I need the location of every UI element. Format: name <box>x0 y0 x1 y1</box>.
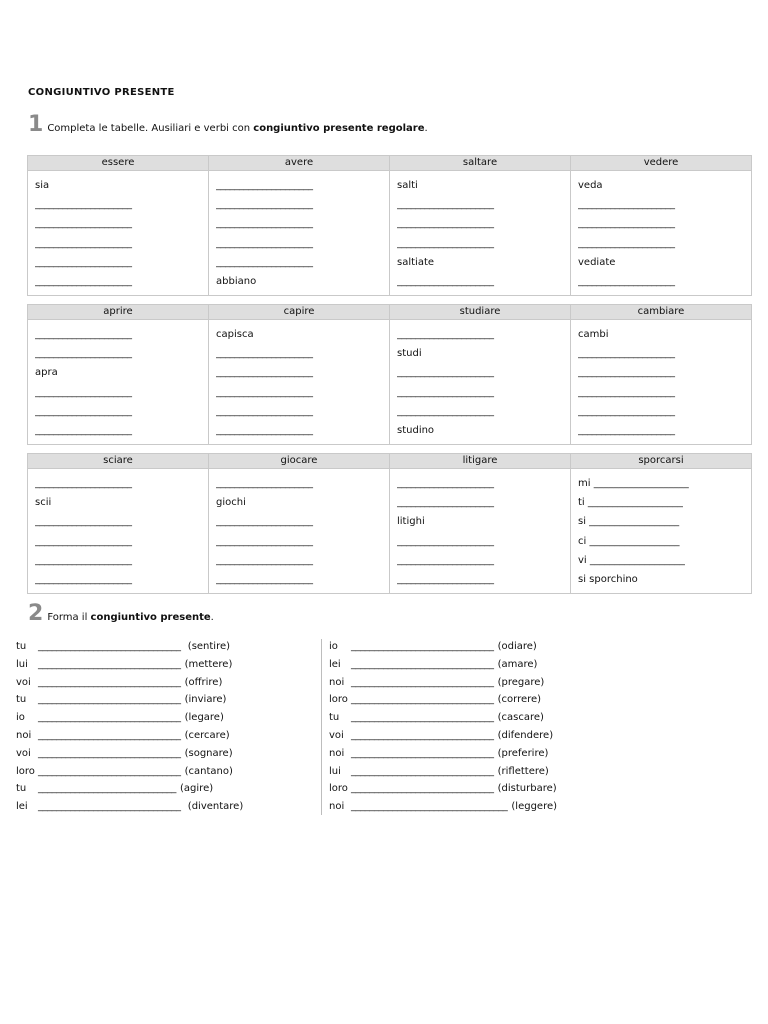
answer-blank[interactable]: _______________________________ <box>351 694 494 706</box>
conjugated-form: ci __________________ <box>578 535 680 547</box>
answer-blank[interactable]: _______________________________ <box>351 641 494 652</box>
infinitive-hint: (preferire) <box>497 747 549 759</box>
infinitive-hint: (sentire) <box>184 641 231 652</box>
answer-blank[interactable]: _______________________________ <box>351 658 494 670</box>
infinitive-hint: (inviare) <box>184 694 227 706</box>
page-title: CONGIUNTIVO PRESENTE <box>28 87 175 98</box>
exercise-row <box>329 745 557 763</box>
pronoun: voi <box>329 729 344 741</box>
answer-blank[interactable]: _____________________ <box>578 348 675 360</box>
answer-blank[interactable]: _____________________ <box>216 573 313 585</box>
infinitive-hint: (difendere) <box>497 729 554 741</box>
answer-blank[interactable]: _____________________ <box>216 405 313 417</box>
infinitive-hint: (riflettere) <box>497 765 549 777</box>
answer-blank[interactable]: _______________________________ <box>38 676 181 688</box>
answer-blank[interactable]: _______________________________ <box>351 765 494 777</box>
verb-header: studiare <box>390 305 570 320</box>
infinitive-hint: (odiare) <box>497 641 537 652</box>
verb-header: giocare <box>209 454 389 469</box>
answer-blank[interactable]: _____________________ <box>397 554 494 566</box>
answer-blank[interactable]: _____________________ <box>397 386 494 398</box>
verb-table-2 <box>27 304 752 445</box>
verb-column <box>28 454 209 593</box>
answer-blank[interactable]: _____________________ <box>216 256 313 268</box>
pronoun: lei <box>16 801 28 813</box>
answer-blank[interactable]: __________________________________ <box>351 801 508 813</box>
answer-blank[interactable]: _______________________________ <box>38 729 181 741</box>
exercise-row <box>16 798 243 816</box>
answer-blank[interactable]: _____________________ <box>578 218 675 230</box>
pronoun: loro <box>329 694 348 706</box>
pronoun: loro <box>329 783 348 795</box>
conjugated-form: abbiano <box>216 275 257 287</box>
exercise-row <box>16 709 243 727</box>
answer-blank[interactable]: _____________________ <box>35 573 132 585</box>
answer-blank[interactable]: _____________________ <box>397 199 494 211</box>
pronoun: io <box>16 712 25 724</box>
exercise-2-number: 2 <box>28 601 44 626</box>
exercise-row <box>16 638 243 656</box>
answer-blank[interactable]: _____________________ <box>397 367 494 379</box>
answer-blank[interactable]: _____________________ <box>216 386 313 398</box>
verb-header: avere <box>209 156 389 171</box>
answer-blank[interactable]: _____________________ <box>216 516 313 528</box>
answer-blank[interactable]: _____________________ <box>35 218 132 230</box>
exercise-row <box>329 709 557 727</box>
answer-blank[interactable]: _____________________ <box>397 237 494 249</box>
conjugated-form: ti ___________________ <box>578 497 683 509</box>
conjugated-form: saltiate <box>397 256 435 268</box>
conjugated-form: apra <box>35 367 58 379</box>
verb-column <box>390 156 571 295</box>
infinitive-hint: (cascare) <box>497 712 544 724</box>
column-divider <box>321 639 322 815</box>
verb-column <box>28 156 209 295</box>
exercise-row <box>16 745 243 763</box>
exercise-1-instruction: Completa le tabelle. Ausiliari e verbi con congiuntivo presente regolare. <box>47 123 428 134</box>
conjugated-form: vediate <box>578 256 616 268</box>
answer-blank[interactable]: _______________________________ <box>351 729 494 741</box>
verb-column <box>571 454 751 593</box>
answer-blank[interactable]: _____________________ <box>35 237 132 249</box>
exercise-2-left-list <box>16 638 243 816</box>
exercise-row <box>16 656 243 674</box>
answer-blank[interactable]: _______________________________ <box>351 712 494 724</box>
verb-header: essere <box>28 156 208 171</box>
conjugated-form: si sporchino <box>578 573 638 585</box>
conjugated-form: cambi <box>578 329 609 340</box>
answer-blank[interactable]: _____________________ <box>35 386 132 398</box>
pronoun: voi <box>16 676 31 688</box>
pronoun: tu <box>329 712 340 724</box>
pronoun: noi <box>329 747 345 759</box>
infinitive-hint: (agire) <box>180 783 214 795</box>
answer-blank[interactable]: _______________________________ <box>38 694 181 706</box>
answer-blank[interactable]: _____________________ <box>216 478 313 489</box>
verb-column <box>390 454 571 593</box>
answer-blank[interactable]: _____________________ <box>35 348 132 360</box>
answer-blank[interactable]: _____________________ <box>35 516 132 528</box>
verb-header: aprire <box>28 305 208 320</box>
exercise-1-number: 1 <box>28 112 44 137</box>
answer-blank[interactable]: _____________________ <box>216 367 313 379</box>
conjugated-form: veda <box>578 180 603 191</box>
answer-blank[interactable]: _______________________________ <box>38 747 181 759</box>
pronoun: noi <box>329 676 345 688</box>
conjugated-form: salti <box>397 180 418 191</box>
answer-blank[interactable]: _____________________ <box>35 405 132 417</box>
pronoun: tu <box>16 641 27 652</box>
infinitive-hint: (correre) <box>497 694 542 706</box>
answer-blank[interactable]: _____________________ <box>578 386 675 398</box>
infinitive-hint: (disturbare) <box>497 783 557 795</box>
verb-header: litigare <box>390 454 570 469</box>
infinitive-hint: (legare) <box>184 712 224 724</box>
infinitive-hint: (mettere) <box>184 658 233 670</box>
answer-blank[interactable]: _____________________ <box>578 199 675 211</box>
answer-blank[interactable]: _____________________ <box>216 199 313 211</box>
pronoun: tu <box>16 783 27 795</box>
answer-blank[interactable]: _____________________ <box>397 275 494 287</box>
verb-header: sporcarsi <box>571 454 751 469</box>
verb-column <box>28 305 209 444</box>
answer-blank[interactable]: ______________________________ <box>38 783 177 795</box>
answer-blank[interactable]: _____________________ <box>35 275 132 287</box>
exercise-2-heading <box>28 603 214 625</box>
conjugated-form: giochi <box>216 497 246 509</box>
answer-blank[interactable]: _______________________________ <box>38 712 181 724</box>
answer-blank[interactable]: _____________________ <box>397 218 494 230</box>
verb-column <box>209 305 390 444</box>
pronoun: io <box>329 641 338 652</box>
infinitive-hint: (amare) <box>497 658 538 670</box>
pronoun: noi <box>16 729 32 741</box>
verb-column <box>571 305 751 444</box>
verb-column <box>571 156 751 295</box>
exercise-row <box>329 798 557 816</box>
answer-blank[interactable]: _____________________ <box>578 275 675 287</box>
exercise-2-instruction: Forma il congiuntivo presente. <box>47 612 214 623</box>
exercise-row <box>329 727 557 745</box>
answer-blank[interactable]: _______________________________ <box>351 747 494 759</box>
answer-blank[interactable]: _____________________ <box>35 256 132 268</box>
pronoun: lui <box>16 658 28 670</box>
answer-blank[interactable]: _____________________ <box>216 180 313 191</box>
answer-blank[interactable]: _____________________ <box>216 218 313 230</box>
answer-blank[interactable]: _____________________ <box>578 424 675 436</box>
exercise-row <box>329 674 557 692</box>
verb-table-3 <box>27 453 752 594</box>
verb-column <box>209 156 390 295</box>
exercise-row <box>329 656 557 674</box>
answer-blank[interactable]: _____________________ <box>578 405 675 417</box>
infinitive-hint: (sognare) <box>184 747 233 759</box>
answer-blank[interactable]: _____________________ <box>216 535 313 547</box>
conjugated-form: mi ___________________ <box>578 478 689 489</box>
exercise-row <box>16 727 243 745</box>
conjugated-form: studino <box>397 424 435 436</box>
answer-blank[interactable]: _______________________________ <box>38 641 181 652</box>
answer-blank[interactable]: _____________________ <box>397 573 494 585</box>
answer-blank[interactable]: _____________________ <box>35 424 132 436</box>
verb-header: saltare <box>390 156 570 171</box>
answer-blank[interactable]: _____________________ <box>578 237 675 249</box>
exercise-row <box>329 763 557 781</box>
answer-blank[interactable]: _______________________________ <box>38 658 181 670</box>
answer-blank[interactable]: _____________________ <box>397 405 494 417</box>
answer-blank[interactable]: _____________________ <box>35 535 132 547</box>
answer-blank[interactable]: _____________________ <box>397 535 494 547</box>
exercise-row <box>16 763 243 781</box>
answer-blank[interactable]: _____________________ <box>216 554 313 566</box>
exercise-row <box>329 780 557 798</box>
verb-header: vedere <box>571 156 751 171</box>
answer-blank[interactable]: _____________________ <box>216 348 313 360</box>
conjugated-form: sia <box>35 180 50 191</box>
answer-blank[interactable]: _____________________ <box>35 329 132 340</box>
conjugated-form: litighi <box>397 516 425 528</box>
answer-blank[interactable]: _____________________ <box>397 329 494 340</box>
infinitive-hint: (diventare) <box>184 801 244 813</box>
exercise-row <box>329 638 557 656</box>
infinitive-hint: (pregare) <box>497 676 545 688</box>
conjugated-form: capisca <box>216 329 254 340</box>
verb-column <box>390 305 571 444</box>
verb-column <box>209 454 390 593</box>
verb-header: cambiare <box>571 305 751 320</box>
answer-blank[interactable]: _______________________________ <box>351 783 494 795</box>
answer-blank[interactable]: _______________________________ <box>38 801 181 813</box>
infinitive-hint: (cantano) <box>184 765 233 777</box>
conjugated-form: studi <box>397 348 422 360</box>
exercise-row <box>16 674 243 692</box>
answer-blank[interactable]: _____________________ <box>35 199 132 211</box>
exercise-1-heading <box>28 114 428 136</box>
conjugated-form: scii <box>35 497 52 509</box>
answer-blank[interactable]: _______________________________ <box>351 676 494 688</box>
pronoun: lei <box>329 658 341 670</box>
pronoun: loro <box>16 765 35 777</box>
answer-blank[interactable]: _____________________ <box>35 478 132 489</box>
exercise-row <box>16 780 243 798</box>
answer-blank[interactable]: _____________________ <box>578 367 675 379</box>
exercise-row <box>16 691 243 709</box>
answer-blank[interactable]: _______________________________ <box>38 765 181 777</box>
infinitive-hint: (leggere) <box>511 801 558 813</box>
answer-blank[interactable]: _____________________ <box>397 478 494 489</box>
verb-header: sciare <box>28 454 208 469</box>
verb-table-1 <box>27 155 752 296</box>
pronoun: voi <box>16 747 31 759</box>
exercise-2-right-list <box>329 638 557 816</box>
verb-header: capire <box>209 305 389 320</box>
answer-blank[interactable]: _____________________ <box>397 497 494 509</box>
pronoun: tu <box>16 694 27 706</box>
answer-blank[interactable]: _____________________ <box>216 424 313 436</box>
infinitive-hint: (offrire) <box>184 676 223 688</box>
pronoun: lui <box>329 765 341 777</box>
exercise-row <box>329 691 557 709</box>
answer-blank[interactable]: _____________________ <box>35 554 132 566</box>
answer-blank[interactable]: _____________________ <box>216 237 313 249</box>
conjugated-form: si __________________ <box>578 516 680 528</box>
conjugated-form: vi ___________________ <box>578 554 685 566</box>
infinitive-hint: (cercare) <box>184 729 230 741</box>
pronoun: noi <box>329 801 345 813</box>
